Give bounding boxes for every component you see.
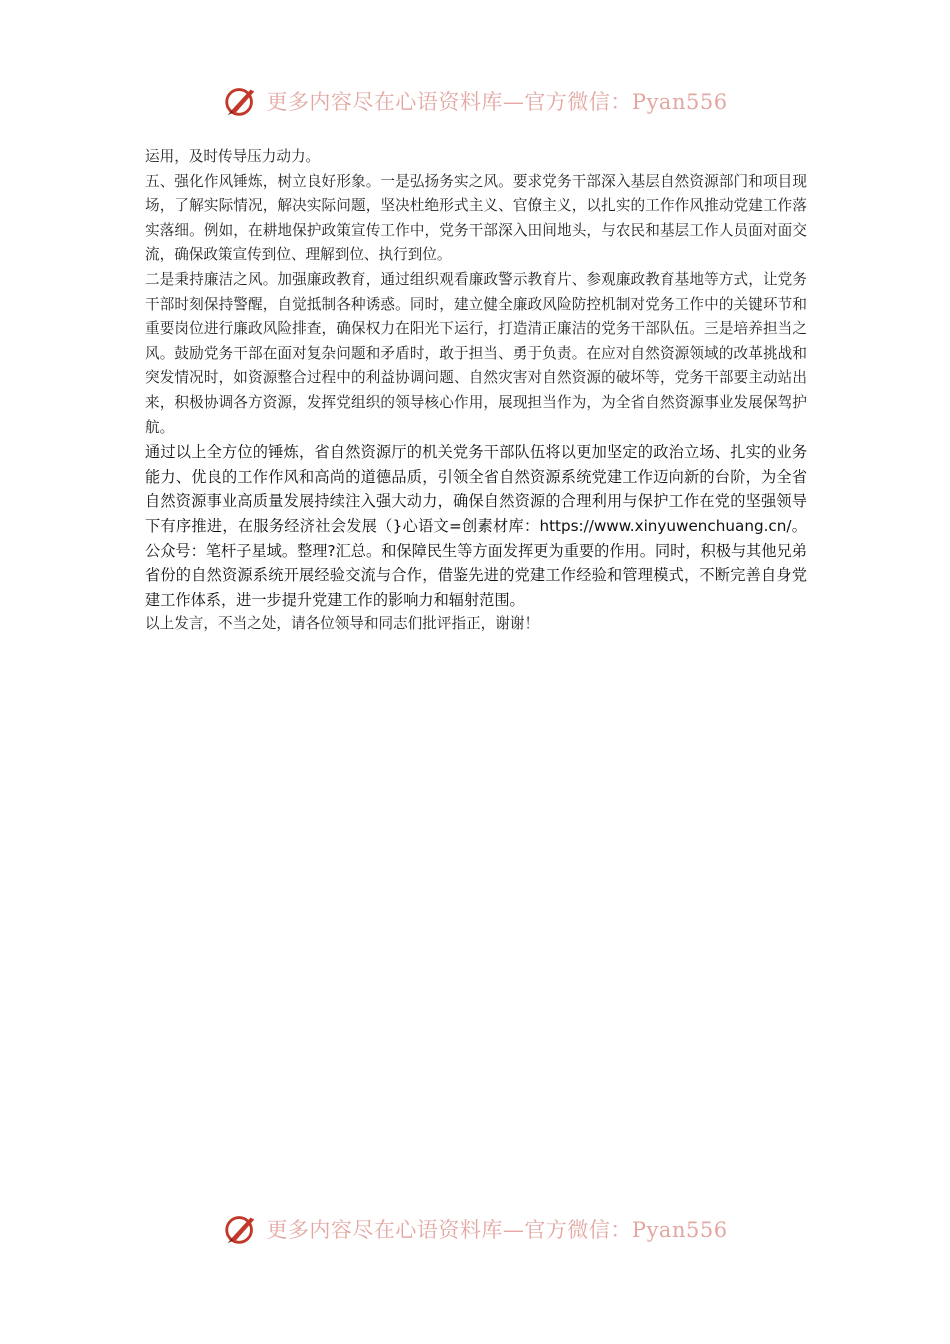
header-watermark <box>0 82 950 120</box>
document-body <box>145 145 807 637</box>
paragraph-2: 五、强化作风锤炼，树立良好形象。一是弘扬务实之风。要求党务干部深入基层自然资源部门和项目现场，了解实际情况，解决实际问题，坚决杜绝形式主义、官僚主义，以扎实的工作作风推动党建工作落实落细。例如，在耕地保护政策宣传工作中，党务干部深入田间地头，与农民和基层工作人员面对面交流，确保政策宣传到位、理解到位、执行到位。 <box>145 172 807 264</box>
paragraph-3: 二是秉持廉洁之风。加强廉政教育，通过组织观看廉政警示教育片、参观廉政教育基地等方式，让党务干部时刻保持警醒，自觉抵制各种诱惑。同时，建立健全廉政风险防控机制对党务工作中的关键环节和重要岗位进行廉政风险排查，确保权力在阳光下运行，打造清正廉洁的党务干部队伍。三是培养担当之风。鼓励党务干部在面对复杂问题和矛盾时，敢于担当、勇于负责。在应对自然资源领域的改革挑战和突发情况时，如资源整合过程中的利益协调问题、自然灾害对自然资源的破坏等，党务干部要主动站出来，积极协调各方资源，发挥党组织的领导核心作用，展现担当作为，为全省自然资源事业发展保驾护航。 <box>145 270 807 436</box>
footer-watermark <box>0 1210 950 1248</box>
paragraph-5: 以上发言，不当之处，请各位领导和同志们批评指正，谢谢！ <box>145 615 540 633</box>
footer-watermark-text: 更多内容尽在心语资料库—官方微信：Pyan556 <box>266 1218 728 1242</box>
paragraph-4: 通过以上全方位的锤炼，省自然资源厅的机关党务干部队伍将以更加坚定的政治立场、扎实的业务能力、优良的工作作风和高尚的道德品质，引领全省自然资源系统党建工作迈向新的台阶，为全省自然资源事业高质量发展持续注入强大动力，确保自然资源的合理利用与保护工作在党的坚强领导下有序推进，在服务经济社会发展（}心语文=创素材库：https://www.xinyuwenchuang.cn/。公众号：笔杆子星域。整理?汇总。和保障民生等方面发挥更为重要的作用。同时，积极与其他兄弟省份的自然资源系统开展经验交流与合作，借鉴先进的党建工作经验和管理模式，不断完善自身党建工作体系，进一步提升党建工作的影响力和辐射范围。 <box>145 443 807 609</box>
header-watermark-text: 更多内容尽在心语资料库—官方微信：Pyan556 <box>266 90 728 114</box>
pen-circle-logo-icon <box>222 1210 260 1248</box>
pen-circle-logo-icon <box>222 82 260 120</box>
paragraph-1: 运用，及时传导压力动力。 <box>145 148 321 165</box>
